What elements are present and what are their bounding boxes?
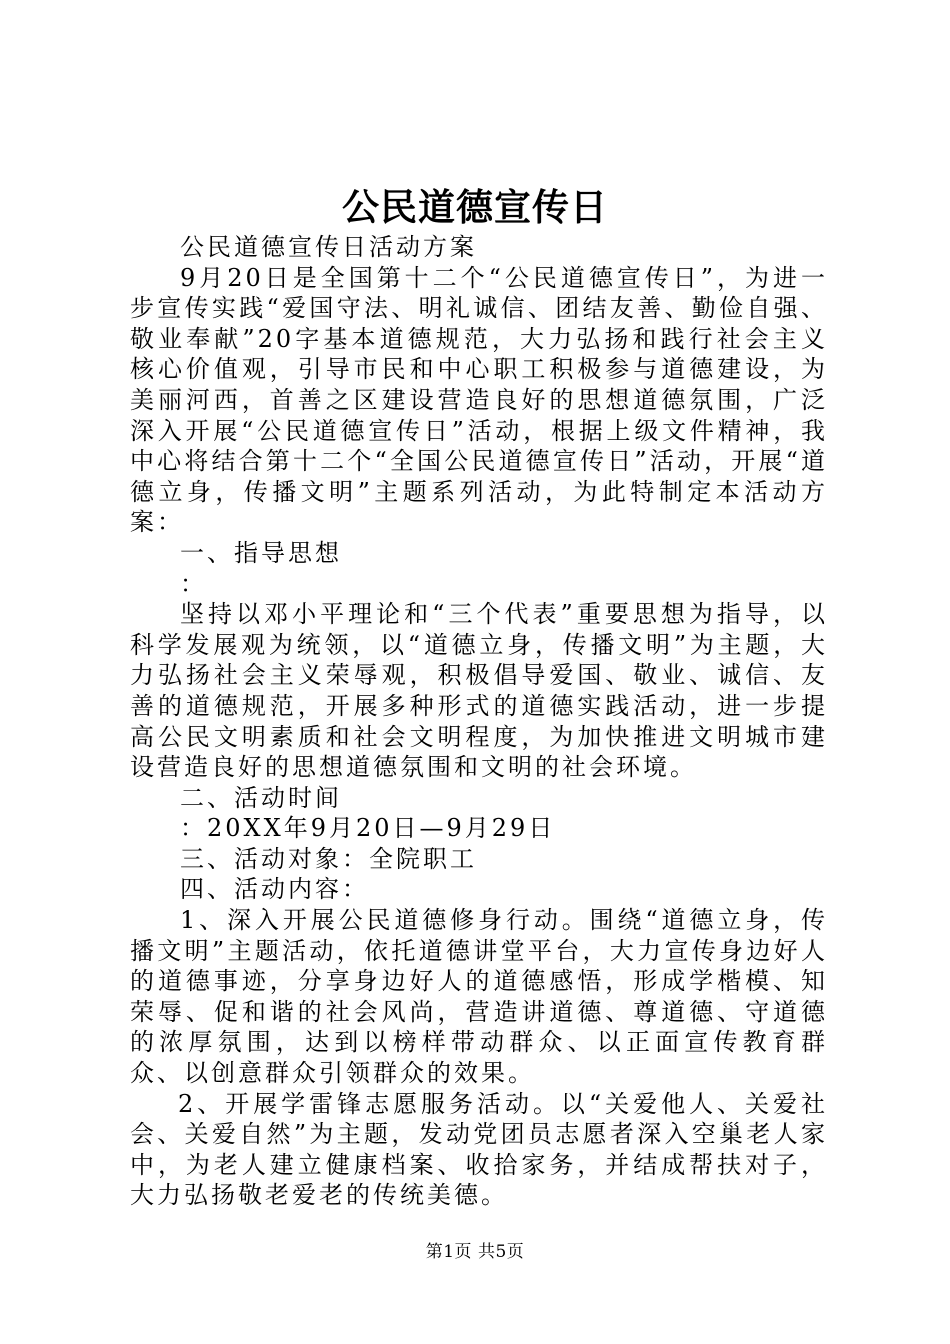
section-heading-activity-time: 二、活动时间 [180,783,342,812]
content-item-2: 2、开展学雷锋志愿服务活动。以“关爱他人、关爱社会、关爱自然”为主题，发动党团员志愿者深入空巢老人家中，为老人建立健康档案、收拾家务，并结成帮扶对子，大力弘扬敬老爱老的传统美德。 [130,1089,828,1210]
plan-subtitle: 公民道德宣传日活动方案 [180,233,477,261]
document-title: 公民道德宣传日 [342,185,608,229]
guiding-thought-paragraph: 坚持以邓小平理论和“三个代表”重要思想为指导，以科学发展观为统领，以“道德立身，传播文明”为主题，大力弘扬社会主义荣辱观，积极倡导爱国、敬业、诚信、友善的道德规范，开展多种形式的道德实践活动，进一步提高公民文明素质和社会文明程度，为加快推进文明城市建设营造良好的思想道德氛围和文明的社会环境。 [130,600,828,782]
document-body [130,232,828,1211]
activity-time-value: ：20XX年9月20日—9月29日 [180,814,556,843]
content-item-1: 1、深入开展公民道德修身行动。围绕“道德立身，传播文明”主题活动，依托道德讲堂平台，大力宣传身边好人的道德事迹，分享身边好人的道德感悟，形成学楷模、知荣辱、促和谐的社会风尚，营造讲道德、尊道德、守道德的浓厚氛围，达到以榜样带动群众、以正面宣传教育群众、以创意群众引领群众的效果。 [130,906,828,1088]
intro-paragraph: 9月20日是全国第十二个“公民道德宣传日”，为进一步宣传实践“爱国守法、明礼诚信、团结友善、勤俭自强、敬业奉献”20字基本道德规范，大力弘扬和践行社会主义核心价值观，引导市民和中心职工积极参与道德建设，为美丽河西，首善之区建设营造良好的思想道德氛围，广泛深入开展“公民道德宣传日”活动，根据上级文件精神，我中心将结合第十二个“全国公民道德宣传日”活动，开展“道德立身，传播文明”主题系列活动，为此特制定本活动方案： [130,263,828,537]
page-footer: 第1页 共5页 [425,1242,525,1262]
section-heading-activity-target: 三、活动对象：全院职工 [180,844,477,873]
section-heading-guiding-thought: 一、指导思想 [180,538,342,567]
section-heading-activity-content: 四、活动内容： [180,875,369,904]
colon-line: ： [180,569,207,598]
